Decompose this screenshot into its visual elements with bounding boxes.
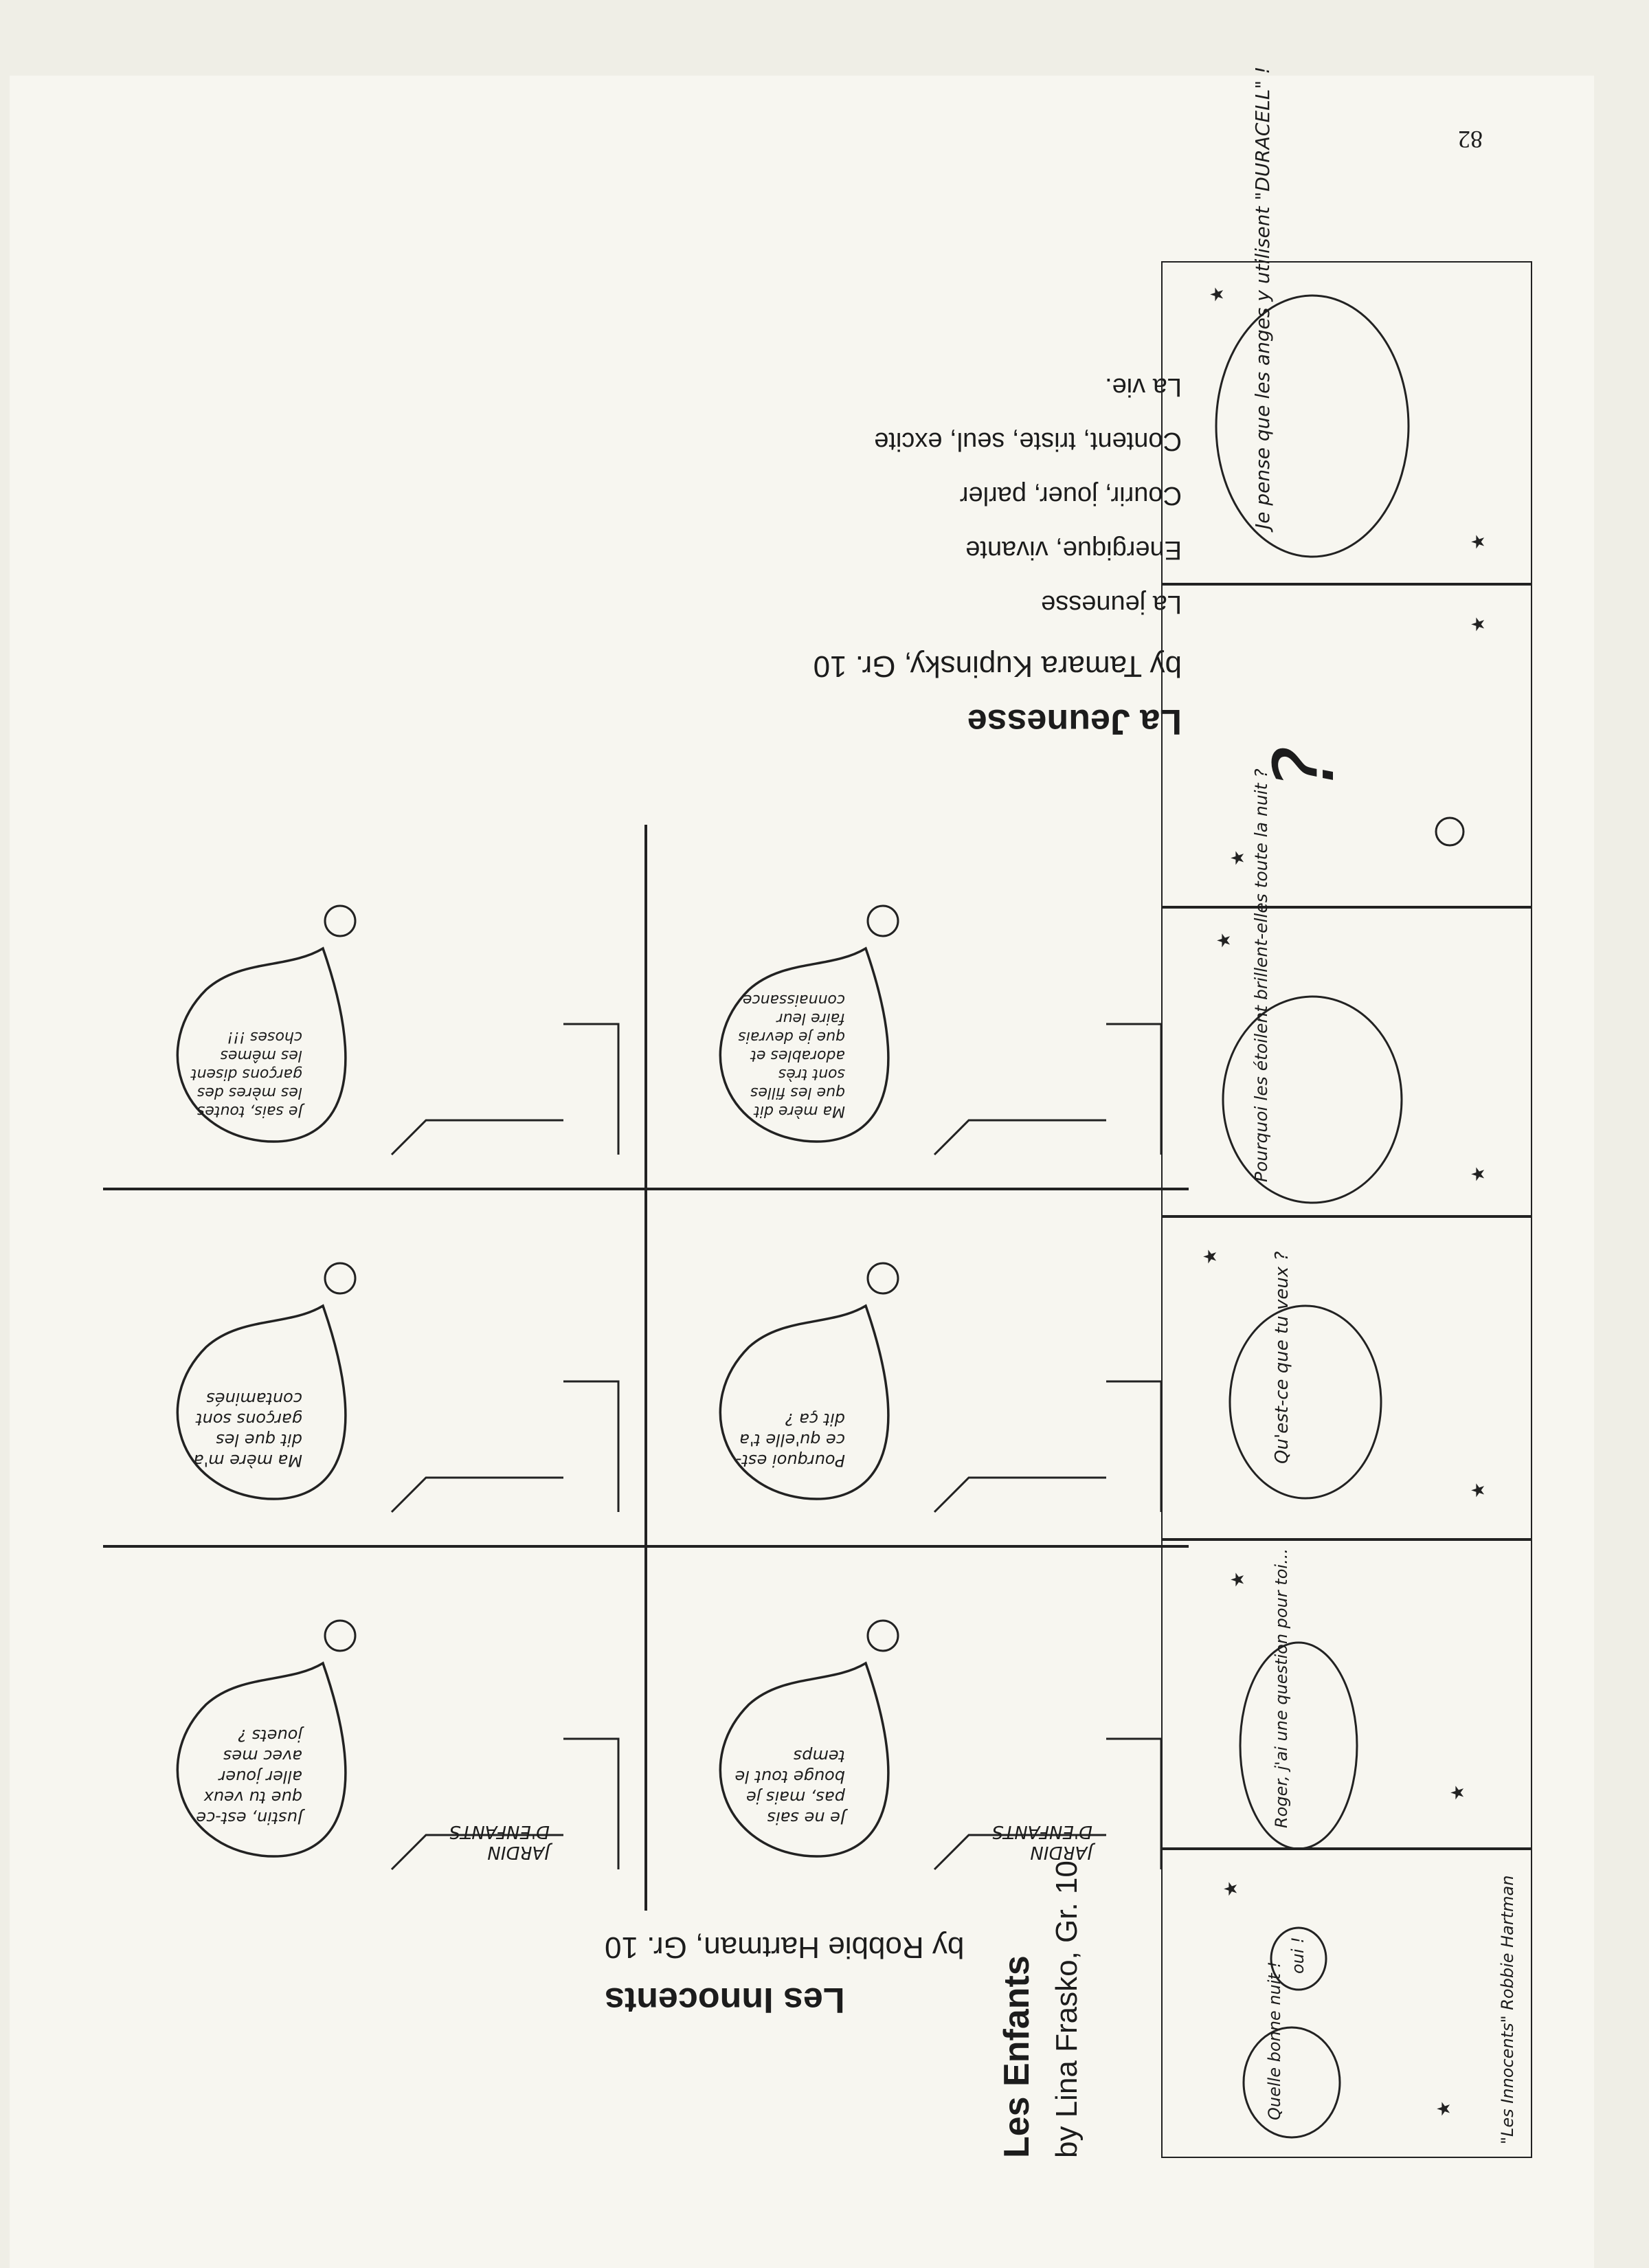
enfants-author: by Lina Frasko, Gr. 10 [1050,1860,1084,2158]
svg-text:★: ★ [1468,1482,1489,1498]
poem-author: by Tamara Kupinsky, Gr. 10 [813,649,1182,683]
innocents-heading [605,1917,1175,2021]
poem-title: La Jeunesse [967,702,1182,742]
enfants-strip-title: "Les Innocents" Robbie Hartman [1498,1875,1517,2144]
svg-text:★: ★ [1221,1880,1242,1897]
poem-line: Content, triste, seul, excite [874,427,1182,456]
innocents-sign: JARDIN D'ENFANTS [449,1821,550,1863]
innocents-bubble: Pourquoi est-ce qu'elle t'a dit ça ? [736,1410,845,1470]
poem-block [618,302,1182,742]
innocents-author: by Robbie Hartman, Gr. 10 [605,1931,965,1964]
innocents-bubble: Je ne sais pas, mais je bouge tout le temps [734,1746,845,1827]
poem-line: Energique, vivante [965,535,1182,564]
innocents-bubble: Ma mère dit que les filles sont très adorables et que je devrais faire leur connaissance [738,991,845,1120]
enfants-bubble: Pourquoi les étoilent brillent-elles toute la nuit ? [1251,768,1271,1182]
enfants-bubble: oui ! [1288,1937,1308,1974]
enfants-bubble: Quelle bonne nuit ! [1265,1961,1284,2120]
innocents-bubble: Ma mère m'a dit que les garçons sont contaminés [193,1389,302,1470]
svg-text:★: ★ [1207,286,1228,302]
svg-text:★: ★ [1200,1248,1221,1265]
svg-text:★: ★ [1468,616,1489,632]
svg-text:★: ★ [1448,1784,1468,1801]
innocents-title: Les Innocents [605,1980,845,2020]
enfants-bubble: Roger, j'ai une question pour toi... [1272,1548,1291,1828]
innocents-comic [103,825,1189,1911]
svg-text:★: ★ [1214,932,1235,948]
svg-text:★: ★ [1468,533,1489,550]
poem-line: Courir, jouer, parler [959,481,1182,510]
poem-line: La jeunesse [1041,590,1182,619]
enfants-heading [996,1860,1084,2158]
svg-text:★: ★ [1468,1166,1489,1182]
enfants-bubble: ? [1257,746,1353,790]
svg-text:★: ★ [1228,849,1248,866]
svg-text:★: ★ [1434,2100,1455,2117]
innocents-bubble: Je sais, toutes les mères des garçons disent les mêmes choses !!! [190,1028,302,1120]
poem-line: La vie. [1105,373,1182,401]
enfants-title: Les Enfants [997,1955,1037,2158]
innocents-sign: JARDIN D'ENFANTS [991,1821,1092,1863]
page-number: 82 [1458,126,1483,153]
svg-text:★: ★ [1228,1571,1248,1588]
enfants-bubble: Je pense que les anges y utilisent "DURACELL" ! [1251,66,1274,529]
innocents-bubble: Justin, est-ce que tu veux aller jouer avec mes jouets ? [196,1726,302,1827]
enfants-bubble: Qu'est-ce que tu veux ? [1272,1251,1292,1464]
